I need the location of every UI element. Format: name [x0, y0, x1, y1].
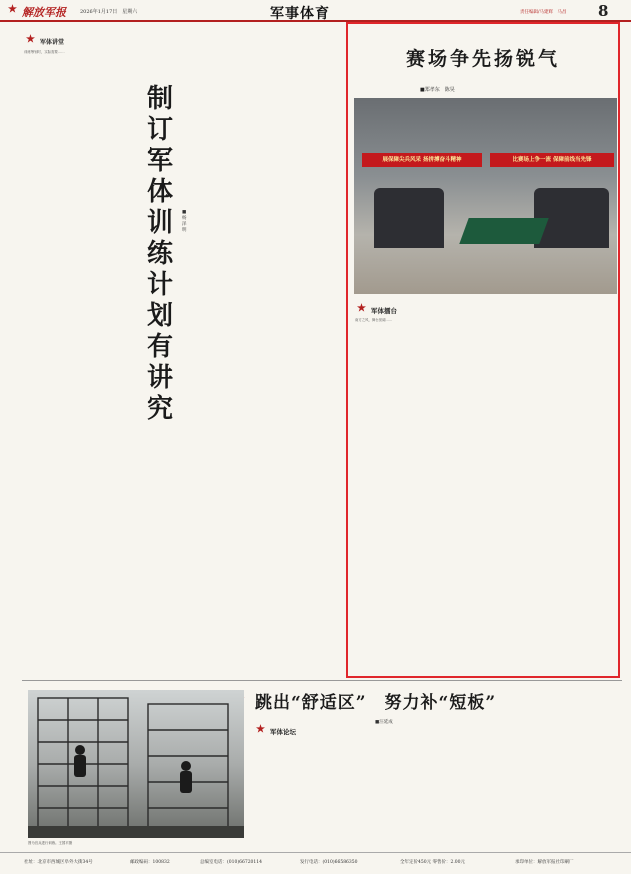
footer-printer: 承印单位：解放军报社印刷厂	[515, 860, 574, 865]
footer	[0, 852, 631, 874]
column-label-lecture: 军体讲堂	[40, 39, 65, 46]
bottom-body-text	[255, 740, 621, 848]
feature-author: ■郑孝东 陈昊	[420, 87, 455, 93]
forum-star-icon: ★	[256, 724, 265, 735]
feature-star-icon: ★	[357, 303, 366, 314]
section-star-icon: ★	[26, 34, 35, 45]
newspaper-logo: 解放军报	[22, 6, 66, 19]
bottom-headline: 跳出“舒适区” 努力补“短板”	[255, 693, 497, 713]
masthead	[0, 0, 631, 22]
table-tennis-photo	[354, 98, 617, 294]
training-photo	[28, 690, 244, 838]
banner-right: 比赛场上争一流 保障前线当先锋	[490, 153, 614, 167]
bottom-author: ■汪延成	[375, 720, 393, 725]
spectators-left	[374, 188, 444, 248]
feature-title: 赛场争先扬锐气	[405, 48, 560, 70]
section-divider	[22, 680, 622, 681]
left-headline: 制订军体训练计划有讲究	[146, 84, 173, 424]
section-title: 军事体育	[270, 6, 330, 22]
middle-body-text	[195, 30, 345, 675]
footer-phone: 总编室电话：(010)66720114	[200, 860, 263, 865]
feature-sub-label: 军体擂台	[371, 307, 397, 315]
responsible-editors: 责任编辑/马建辉 马昌	[520, 10, 567, 15]
ping-pong-table	[459, 218, 548, 244]
footer-price: 全年定价450元 零售价：2.00元	[400, 860, 466, 865]
left-author: ■杨泽明	[182, 210, 187, 233]
photo-caption: 图为官兵进行训练。王国平摄	[28, 841, 73, 845]
obstacle-course-graphic	[28, 690, 244, 838]
left-body-text: 训练筹划时，实际需要……	[24, 50, 65, 54]
bottom-sub-label: 军体论坛	[270, 728, 296, 736]
army-star-icon: ★	[8, 4, 17, 15]
page-number: 8	[598, 2, 609, 20]
feature-body-text: 南方之风，舞台宽阔……	[355, 318, 393, 322]
footer-distribution: 发行电话：(010)66586350	[300, 860, 358, 865]
footer-postcode: 邮政编码：100832	[130, 860, 170, 865]
footer-address: 社址：北京市西城区阜外大街34号	[24, 860, 93, 865]
issue-date: 2026年1月17日 星期六	[80, 9, 138, 15]
banner-left: 展保障尖兵风采 扬拼搏奋斗精神	[362, 153, 482, 167]
